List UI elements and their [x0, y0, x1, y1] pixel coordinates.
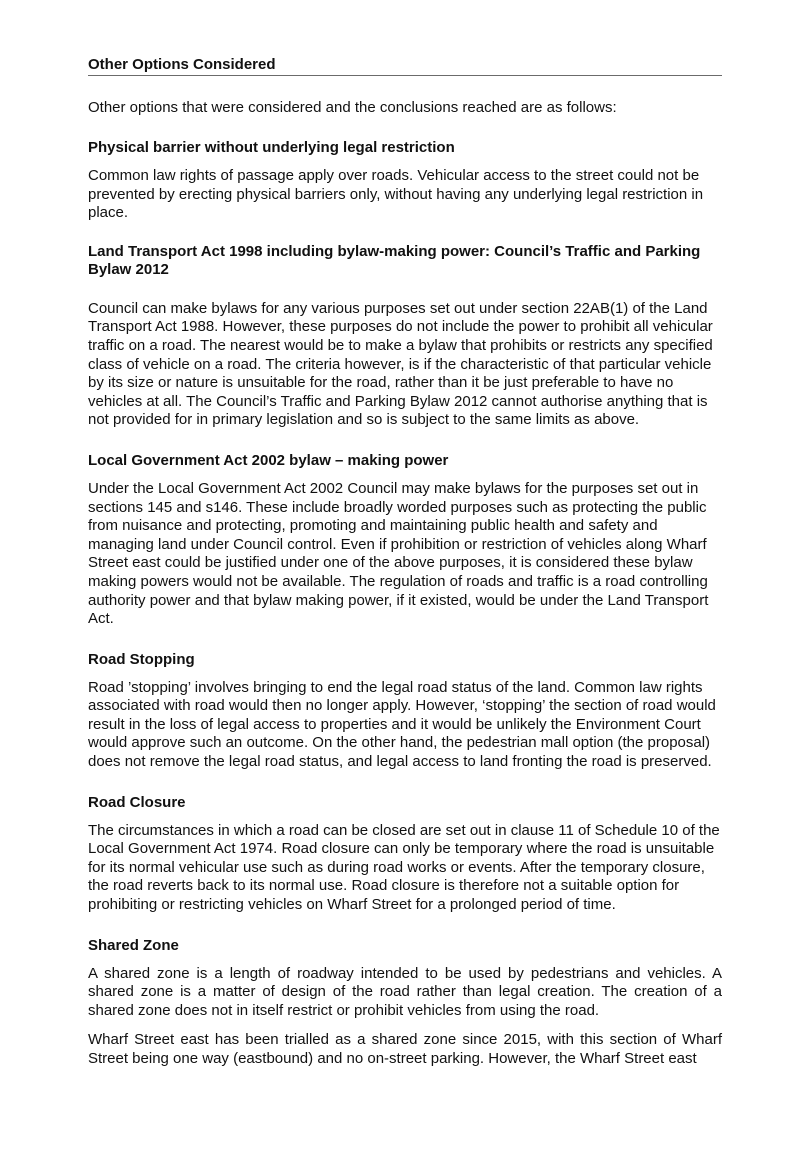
paragraph-local-government-act: Under the Local Government Act 2002 Council may make bylaws for the purposes set out in sections 145 and s146. These include broadly worded purposes such as protecting the public from nuisance and protecting, promoting and maintaining public health and safety and managing land under Council control. Even if prohibition or restriction of vehicles along Wharf Street east could be justified under one of the above purposes, it is considered these bylaw making powers would not be available. The regulation of roads and traffic is a road controlling authority power and that bylaw making power, if it existed, would be under the Land Transport Act.: [88, 479, 709, 628]
paragraph-land-transport-act: Council can make bylaws for any various purposes set out under section 22AB(1) of the Land Transport Act 1988. However, these purposes do not include the power to prohibit all vehicular traffic on a road. The nearest would be to make a bylaw that prohibits or restricts any specified class of vehicle on a road. The criteria however, is if the characteristic of that particular vehicle by its size or nature is unsuitable for the road, rather than it be just preferable to have no vehicles at all. The Council’s Traffic and Parking Bylaw 2012 cannot authorise anything that is not provided for in primary legislation and so is subject to the same limits as above.: [88, 299, 713, 429]
paragraph-shared-zone-1: A shared zone is a length of roadway intended to be used by pedestrians and vehicles. A shared zone is a matter of design of the road rather than legal creation. The creation of a shared zone does not in itself restrict or prohibit vehicles from using the road.: [88, 964, 722, 1019]
intro-paragraph: Other options that were considered and the conclusions reached are as follows:: [88, 99, 617, 116]
paragraph-road-stopping: Road ’stopping’ involves bringing to end the legal road status of the land. Common law rights associated with road would then no longer apply. However, ‘stopping’ the section of road would result in the loss of legal access to properties and it would be unlikely the Environment Court would approve such an outcome. On the other hand, the pedestrian mall option (the proposal) does not remove the legal road status, and legal access to land fronting the road is preserved.: [88, 678, 716, 771]
heading-local-government-act: Local Government Act 2002 bylaw – making power: [88, 451, 449, 469]
paragraph-shared-zone-2: Wharf Street east has been trialled as a shared zone since 2015, with this section of Wharf Street being one way (eastbound) and no on-street parking. However, the Wharf Street east: [88, 1031, 722, 1067]
heading-physical-barrier: Physical barrier without underlying legal restriction: [88, 139, 455, 156]
section-title: Other Options Considered: [88, 56, 722, 76]
paragraph-road-closure: The circumstances in which a road can be closed are set out in clause 11 of Schedule 10 of the Local Government Act 1974. Road closure can only be temporary where the road is unsuitable for its normal vehicular use such as during road works or events. After the temporary closure, the road reverts back to its normal use. Road closure is therefore not a suitable option for prohibiting or restricting vehicles on Wharf Street for a prolonged period of time.: [88, 821, 720, 914]
heading-road-stopping: Road Stopping: [88, 650, 195, 668]
heading-shared-zone: Shared Zone: [88, 936, 179, 954]
heading-land-transport-act: Land Transport Act 1998 including bylaw-making power: Council’s Traffic and Parking Bylaw 2012: [88, 242, 701, 278]
heading-road-closure: Road Closure: [88, 793, 186, 811]
document-page: [88, 56, 722, 1069]
paragraph-physical-barrier: Common law rights of passage apply over roads. Vehicular access to the street could not be prevented by erecting physical barriers only, without having any underlying legal restriction in place.: [88, 167, 704, 222]
